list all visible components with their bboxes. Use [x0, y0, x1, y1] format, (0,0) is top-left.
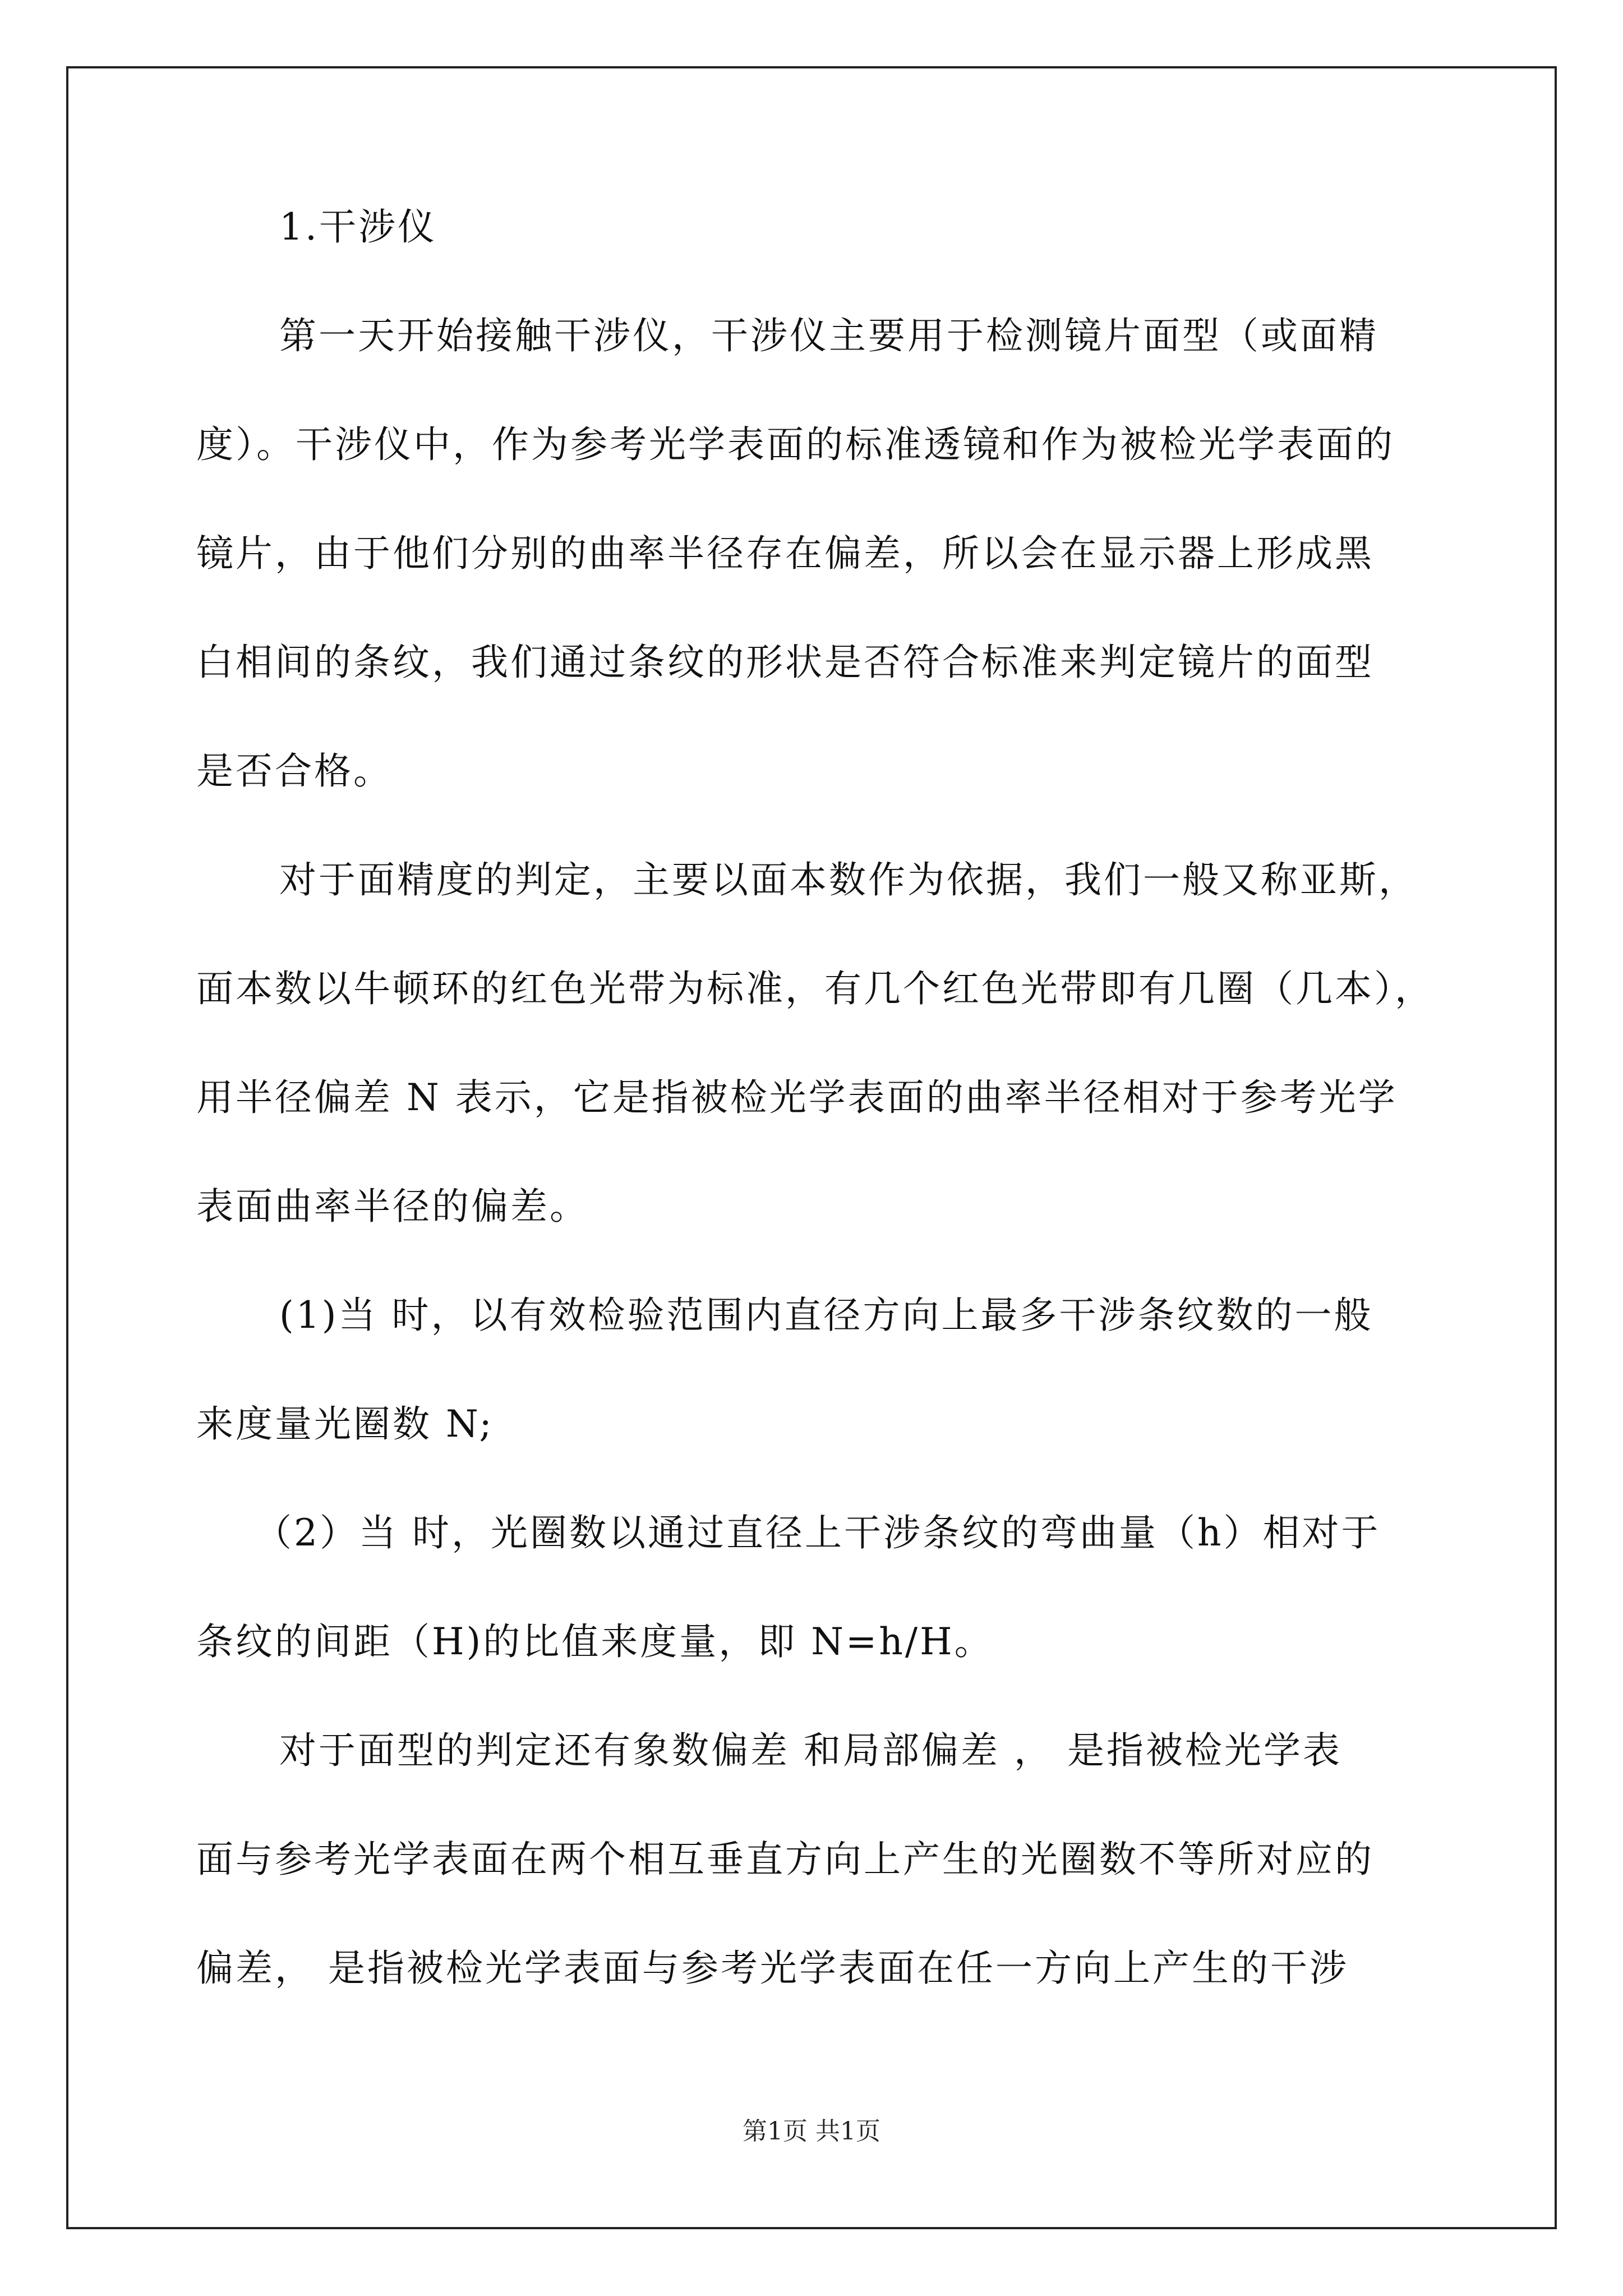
text-line: 镜片，由于他们分别的曲率半径存在偏差，所以会在显示器上形成黑 [196, 532, 1374, 575]
text-line: 条纹的间距（H)的比值来度量，即 N=h/H。 [196, 1620, 994, 1663]
text-line: 偏差， 是指被检光学表面与参考光学表面在任一方向上产生的干涉 [196, 1947, 1349, 1990]
page-number-footer: 第1页 共1页 [743, 2117, 880, 2146]
text-line: 第一天开始接触干涉仪，干涉仪主要用于检测镜片面型（或面精 [279, 314, 1378, 357]
text-line: 面本数以牛顿环的红色光带为标准，有几个红色光带即有几圈（几本）， [196, 967, 1434, 1010]
text-line: 是否合格。 [196, 749, 393, 793]
section-heading: 1.干涉仪 [279, 205, 437, 249]
text-line: 白相间的条纹，我们通过条纹的形状是否符合标准来判定镜片的面型 [196, 641, 1374, 684]
text-line: 度）。干涉仪中，作为参考光学表面的标准透镜和作为被检光学表面的 [196, 423, 1395, 466]
text-line: 面与参考光学表面在两个相互垂直方向上产生的光圈数不等所对应的 [196, 1838, 1374, 1881]
text-line: （2）当 时，光圈数以通过直径上干涉条纹的弯曲量（h）相对于 [255, 1511, 1381, 1554]
text-line: 来度量光圈数 N; [196, 1402, 494, 1446]
text-line: (1)当 时，以有效检验范围内直径方向上最多干涉条纹数的一般 [279, 1294, 1373, 1337]
text-line: 用半径偏差 N 表示，它是指被检光学表面的曲率半径相对于参考光学 [196, 1076, 1398, 1119]
text-line: 对于面精度的判定，主要以面本数作为依据，我们一般又称亚斯， [279, 858, 1418, 901]
page-border [66, 66, 1557, 2229]
text-line: 表面曲率半径的偏差。 [196, 1185, 589, 1228]
text-line: 对于面型的判定还有象数偏差 和局部偏差 ， 是指被检光学表 [279, 1729, 1342, 1772]
